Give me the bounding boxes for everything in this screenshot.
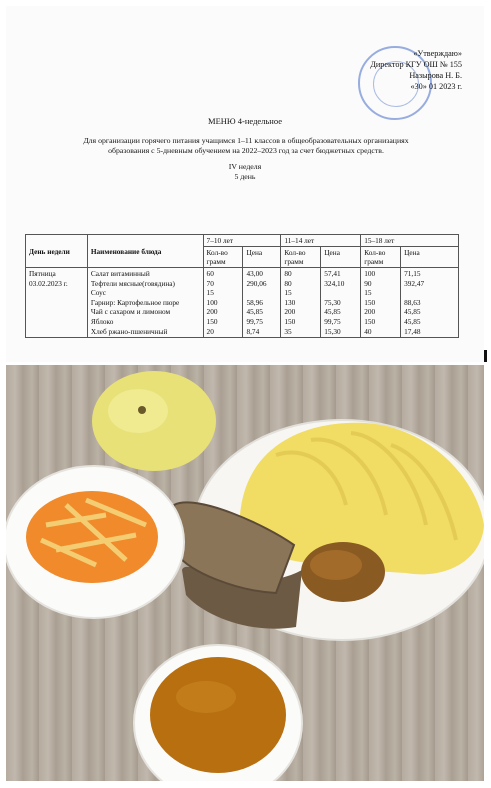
header-qty: Кол-во грамм [361, 247, 401, 268]
approval-signature-name: Назырова Н. Б. [409, 71, 462, 80]
qty-15-18-column: 100 90 15 150 200 150 40 [361, 268, 401, 338]
table-header-row [26, 235, 459, 247]
header-price: Цена [243, 247, 281, 268]
table-row [26, 268, 459, 338]
header-qty: Кол-во грамм [281, 247, 321, 268]
approval-position: Директор КГУ ОШ № 155 [370, 60, 462, 69]
meal-photo [6, 365, 484, 781]
header-age-11-14: 11–14 лет [281, 235, 361, 247]
price-7-10-column: 43,00 290,06 58,96 45,85 99,75 8,74 [243, 268, 281, 338]
header-day: День недели [26, 235, 88, 268]
menu-subtitle: Для организации горячего питания учащимся 1–11 классов в общеобразовательных организациях образования с 5-дневным обучением на 2022–2023 год за счет бюджетных средств. [83, 136, 409, 155]
qty-11-14-column: 80 80 15 130 200 150 35 [281, 268, 321, 338]
qty-7-10-column: 60 70 15 100 200 150 20 [203, 268, 243, 338]
price-11-14-column: 57,41 324,10 75,30 45,85 99,75 15,30 [321, 268, 361, 338]
price-15-18-column: 71,15 392,47 88,63 45,85 45,85 17,48 [401, 268, 459, 338]
dish-column: Салат витаминный Тефтели мясные(говядина) Соус Гарнир: Картофельное пюре Чай с сахаром и лимоном Яблоко Хлеб ржано-пшеничный [87, 268, 203, 338]
menu-title: МЕНЮ 4-недельное [208, 116, 282, 126]
header-qty: Кол-во грамм [203, 247, 243, 268]
approval-heading: «Утверждаю» [413, 49, 462, 58]
meal-illustration [6, 365, 484, 781]
header-dish: Наименование блюда [87, 235, 203, 268]
approval-block [332, 48, 462, 92]
tea [150, 657, 286, 773]
divider [484, 350, 487, 362]
day-label: 5 день [234, 172, 256, 181]
header-price: Цена [401, 247, 459, 268]
day-cell: Пятница 03.02.2023 г. [26, 268, 88, 338]
header-age-15-18: 15–18 лет [361, 235, 459, 247]
header-age-7-10: 7–10 лет [203, 235, 281, 247]
menu-table [25, 234, 459, 338]
approval-date: «30» 01 2023 г. [410, 82, 462, 91]
week-label: IV неделя [228, 162, 262, 171]
header-price: Цена [321, 247, 361, 268]
